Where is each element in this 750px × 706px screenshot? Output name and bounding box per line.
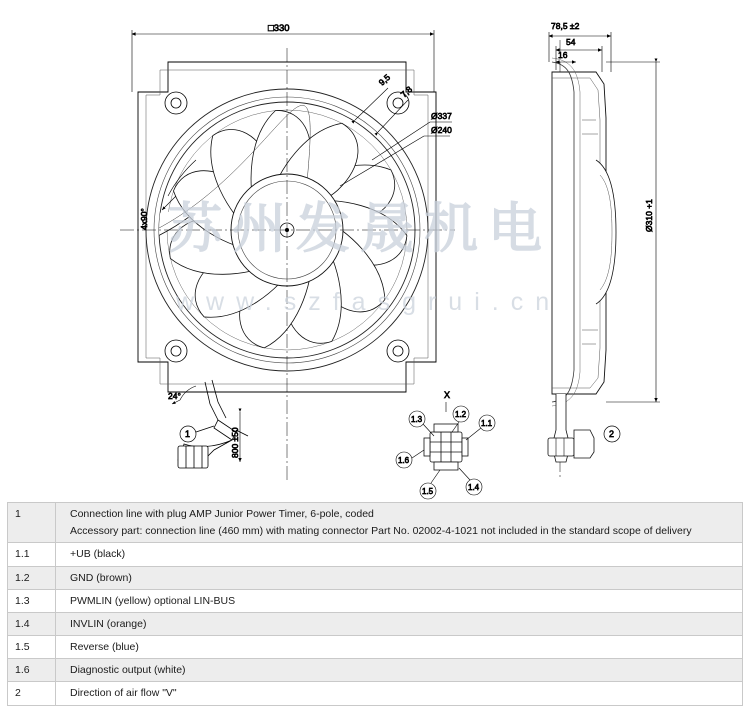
table-row: [8, 612, 743, 635]
legend-index: 2: [8, 682, 56, 705]
legend-body: [8, 503, 743, 706]
detail-view-x: [396, 390, 495, 499]
dim-7-8-label: 7,8: [398, 84, 415, 100]
callout-1-label: 1: [185, 429, 191, 439]
table-row: [8, 682, 743, 705]
pin-1-3-label: 1.3: [411, 415, 423, 424]
legend-description: +UB (black): [56, 543, 743, 566]
dim-diameter-337-label: Ø337: [431, 111, 452, 121]
legend-line: Connection line with plug AMP Junior Power Timer, 6-pole, coded: [70, 508, 374, 520]
dim-310-label: Ø310 +1: [644, 199, 654, 232]
table-row: [8, 659, 743, 682]
table-row: [8, 636, 743, 659]
table-row: [8, 566, 743, 589]
table-row: [8, 503, 743, 543]
legend-index: 1.3: [8, 589, 56, 612]
legend-index: 1.1: [8, 543, 56, 566]
legend-description: INVLIN (orange): [56, 612, 743, 635]
watermark-main: 苏州发晟机电: [168, 199, 552, 259]
pin-1-4-label: 1.4: [468, 483, 480, 492]
pin-1-6-label: 1.6: [398, 456, 410, 465]
legend-index: 1.5: [8, 636, 56, 659]
callout-2-label: 2: [609, 429, 615, 439]
dim-54-label: 54: [566, 37, 576, 47]
legend-description: GND (brown): [56, 566, 743, 589]
legend-table: [7, 502, 743, 706]
watermark-sub: www.szfasgrui.cn: [176, 288, 562, 316]
pin-1-5-label: 1.5: [422, 487, 434, 496]
legend-index: 1.2: [8, 566, 56, 589]
legend-description: Direction of air flow "V": [56, 682, 743, 705]
legend-index: 1: [8, 503, 56, 543]
dim-4x90-label: 4x90°: [139, 208, 149, 230]
dim-9-5-label: 9,5: [376, 72, 393, 88]
legend-index: 1.6: [8, 659, 56, 682]
legend-description: PWMLIN (yellow) optional LIN-BUS: [56, 589, 743, 612]
dim-diameter-240-label: Ø240: [431, 125, 452, 135]
dim-16-label: 16: [558, 50, 568, 60]
legend-description: Reverse (blue): [56, 636, 743, 659]
dim-78-5-label: 78,5 ±2: [551, 21, 580, 31]
dim-24-label: 24°: [168, 391, 181, 401]
side-view: [548, 40, 616, 480]
table-row: [8, 543, 743, 566]
table-row: [8, 589, 743, 612]
dim-width-330-label: □330: [268, 23, 290, 34]
dim-cable-length-label: 800 ±50: [230, 427, 240, 458]
pin-1-1-label: 1.1: [481, 419, 493, 428]
legend-description: [56, 503, 743, 543]
pin-1-2-label: 1.2: [455, 410, 467, 419]
detail-x-label: X: [444, 390, 451, 400]
legend-line: Accessory part: connection line (460 mm) with mating connector Part No. 02002-4-1021 not included in the standard scope of delivery: [70, 525, 692, 538]
legend-index: 1.4: [8, 612, 56, 635]
legend-description: Diagnostic output (white): [56, 659, 743, 682]
